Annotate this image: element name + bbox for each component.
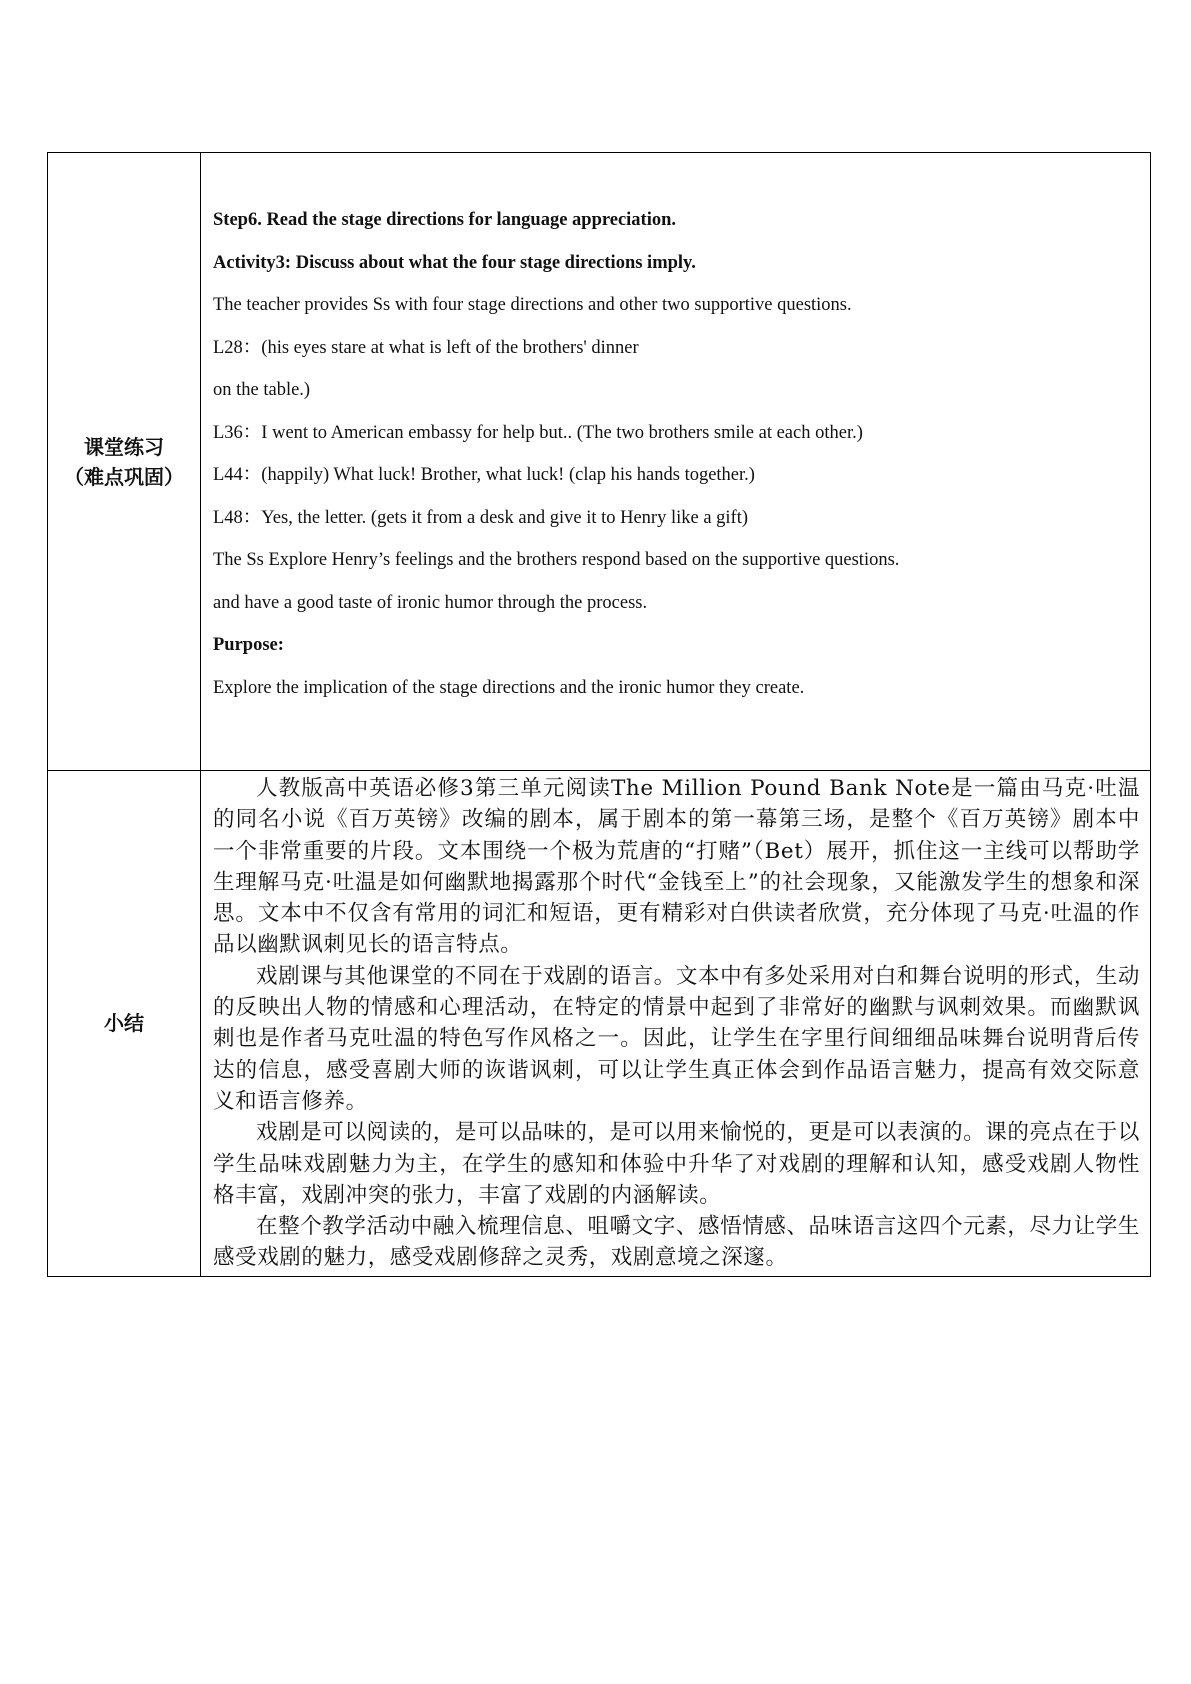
- practice-content-cell: [201, 153, 1151, 771]
- practice-line: and have a good taste of ironic humor through the process.: [213, 592, 648, 613]
- practice-line: Purpose:: [213, 635, 284, 655]
- summary-paragraph: 在整个教学活动中融入梳理信息、咀嚼文字、感悟情感、品味语言这四个元素，尽力让学生感受戏剧的魅力，感受戏剧修辞之灵秀，戏剧意境之深邃。: [213, 1214, 1141, 1271]
- summary-content-cell: [201, 771, 1151, 1277]
- practice-lines: [213, 199, 1138, 709]
- lesson-plan-table: [47, 152, 1151, 1277]
- practice-line: L44：(happily) What luck! Brother, what luck! (clap his hands together.): [213, 465, 755, 485]
- practice-line: L48：Yes, the letter. (gets it from a desk and give it to Henry like a gift): [213, 507, 749, 528]
- summary-row: [48, 771, 1151, 1277]
- summary-label: 小结: [104, 1011, 144, 1036]
- practice-label-cell: [48, 153, 201, 771]
- practice-label-line1: 课堂练习: [84, 434, 164, 459]
- summary-label-cell: [48, 771, 201, 1277]
- practice-label-line2: （难点巩固）: [64, 464, 184, 489]
- summary-paragraph: 戏剧是可以阅读的，是可以品味的，是可以用来愉悦的，更是可以表演的。课的亮点在于以学生品味戏剧魅力为主，在学生的感知和体验中升华了对戏剧的理解和认知，感受戏剧人物性格丰富，戏剧冲突的张力，丰富了戏剧的内涵解读。: [213, 1120, 1141, 1208]
- practice-line: L28：(his eyes stare at what is left of the brothers' dinner: [213, 337, 639, 358]
- practice-line: Explore the implication of the stage directions and the ironic humor they create.: [213, 677, 805, 698]
- summary-paragraph: 人教版高中英语必修3第三单元阅读The Million Pound Bank Note是一篇由马克·吐温的同名小说《百万英镑》改编的剧本，属于剧本的第一幕第三场，是整个《百万英镑》剧本中一个非常重要的片段。文本围绕一个极为荒唐的“打赌”（Bet）展开，抓住这一主线可以帮助学生理解马克·吐温是如何幽默地揭露那个时代“金钱至上”的社会现象，又能激发学生的想象和深思。文本中不仅含有常用的词汇和短语，更有精彩对白供读者欣赏，充分体现了马克·吐温的作品以幽默讽刺见长的语言特点。: [213, 776, 1140, 958]
- practice-row: [48, 153, 1151, 771]
- summary-paragraph: 戏剧课与其他课堂的不同在于戏剧的语言。文本中有多处采用对白和舞台说明的形式，生动的反映出人物的情感和心理活动，在特定的情景中起到了非常好的幽默与讽刺效果。而幽默讽刺也是作者马克吐温的特色写作风格之一。因此，让学生在字里行间细细品味舞台说明背后传达的信息，感受喜剧大师的诙谐讽刺，可以让学生真正体会到作品语言魅力，提高有效交际意义和语言修养。: [213, 963, 1141, 1114]
- practice-line: on the table.): [213, 380, 311, 400]
- practice-line: Step6. Read the stage directions for language appreciation.: [213, 210, 677, 230]
- practice-line: Activity3: Discuss about what the four stage directions imply.: [213, 252, 696, 273]
- summary-paragraphs: [213, 773, 1140, 1274]
- practice-line: L36：I went to American embassy for help but.. (The two brothers smile at each other.): [213, 422, 863, 443]
- practice-line: The Ss Explore Henry’s feelings and the brothers respond based on the supportive questions.: [213, 550, 900, 570]
- practice-line: The teacher provides Ss with four stage directions and other two supportive questions.: [213, 295, 852, 315]
